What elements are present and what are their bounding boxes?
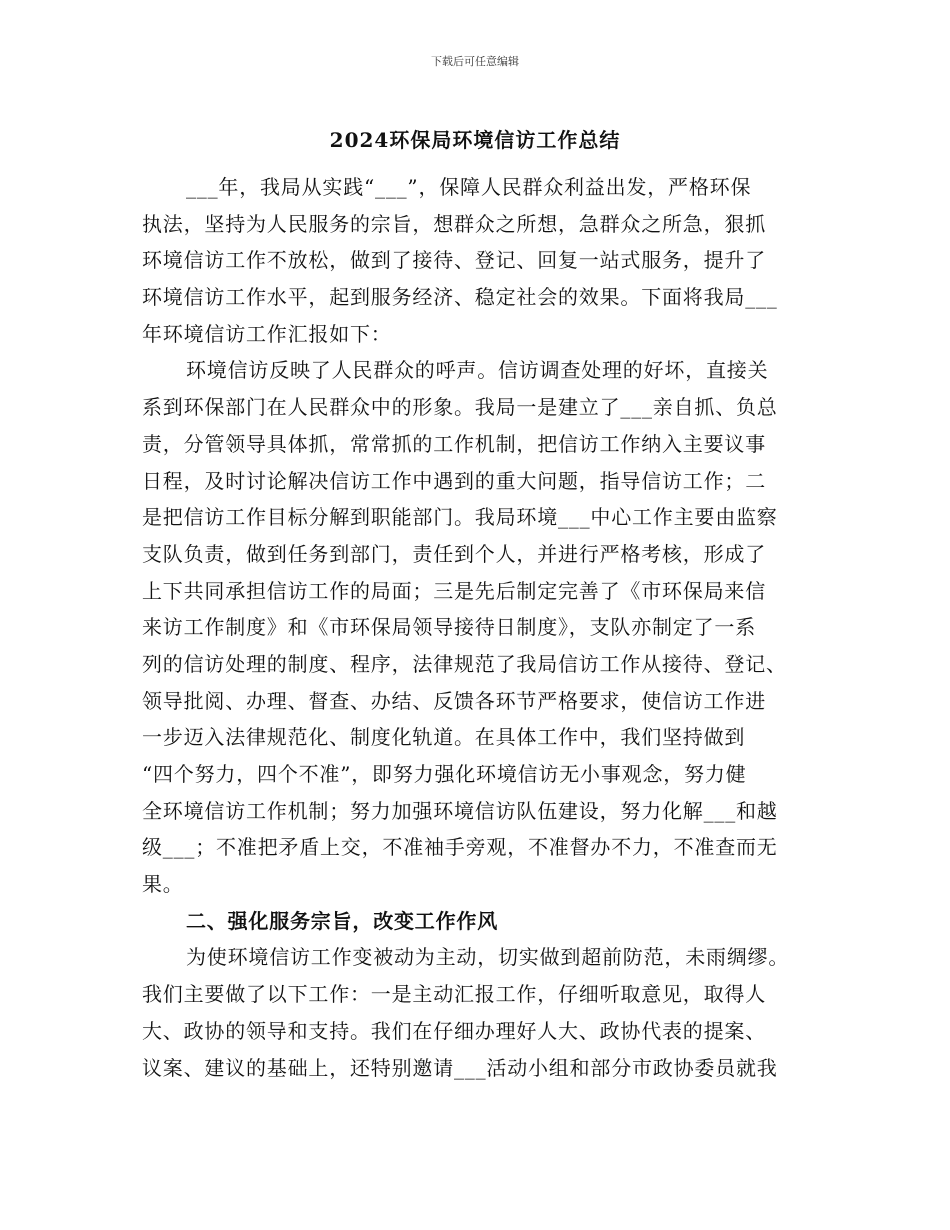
paragraph-line: 我们主要做了以下工作：一是主动汇报工作，仔细听取意见，取得人: [142, 982, 766, 1007]
paragraph-line: 大、政协的领导和支持。我们在仔细办理好人大、政协代表的提案、: [142, 1018, 766, 1043]
paragraph-line: ___年，我局从实践“___”，保障人民群众利益出发，严格环保: [186, 175, 752, 199]
paragraph-line: 日程，及时讨论解决信访工作中遇到的重大问题，指导信访工作；二: [142, 468, 766, 493]
paragraph-line: 环境信访反映了人民群众的呼声。信访调查处理的好坏，直接关: [186, 358, 769, 383]
paragraph-line: 上下共同承担信访工作的局面；三是先后制定完善了《市环保局来信: [142, 578, 766, 603]
document-body: [142, 169, 814, 1086]
paragraph-line: 环境信访工作不放松，做到了接待、登记、回复一站式服务，提升了: [142, 248, 766, 273]
document-title: 2024环保局环境信访工作总结: [329, 128, 621, 152]
paragraph-line: 系到环保部门在人民群众中的形象。我局一是建立了___亲自抓、负总: [142, 395, 778, 420]
paragraph-line: 一步迈入法律规范化、制度化轨道。在具体工作中，我们坚持做到: [142, 725, 746, 750]
paragraph-line: 来访工作制度》和《市环保局领导接待日制度》，支队亦制定了一系: [142, 615, 756, 640]
paragraph-line: 为使环境信访工作变被动为主动，切实做到超前防范，未雨绸缪。: [186, 945, 790, 970]
header-note: 下载后可任意编辑: [431, 55, 519, 68]
paragraph-line: 责，分管领导具体抓，常常抓的工作机制，把信访工作纳入主要议事: [142, 431, 766, 456]
paragraph-line: 支队负责，做到任务到部门，责任到个人，并进行严格考核，形成了: [142, 541, 766, 566]
paragraph-line: 列的信访处理的制度、程序，法律规范了我局信访工作从接待、登记、: [142, 651, 787, 676]
paragraph-line: “四个努力，四个不准”，即努力强化环境信访无小事观念，努力健: [142, 762, 747, 786]
paragraph-line: 领导批阅、办理、督查、办结、反馈各环节严格要求，使信访工作进: [142, 688, 766, 713]
paragraph-line: 果。: [142, 872, 184, 897]
paragraph-line: 全环境信访工作机制；努力加强环境信访队伍建设，努力化解___和越: [142, 798, 778, 823]
paragraph-line: 环境信访工作水平，起到服务经济、稳定社会的效果。下面将我局___: [142, 285, 778, 310]
paragraph-line: 是把信访工作目标分解到职能部门。我局环境___中心工作主要由监察: [142, 505, 778, 530]
paragraph-line: 议案、建议的基础上，还特别邀请___活动小组和部分市政协委员就我: [142, 1055, 778, 1080]
paragraph-line: 年环境信访工作汇报如下：: [142, 321, 392, 346]
paragraph-line: 级___；不准把矛盾上交，不准袖手旁观，不准督办不力，不准查而无: [142, 835, 778, 860]
paragraph-line: 执法，坚持为人民服务的宗旨，想群众之所想，急群众之所急，狠抓: [142, 211, 766, 236]
section-heading: 二、强化服务宗旨，改变工作作风: [186, 908, 498, 933]
